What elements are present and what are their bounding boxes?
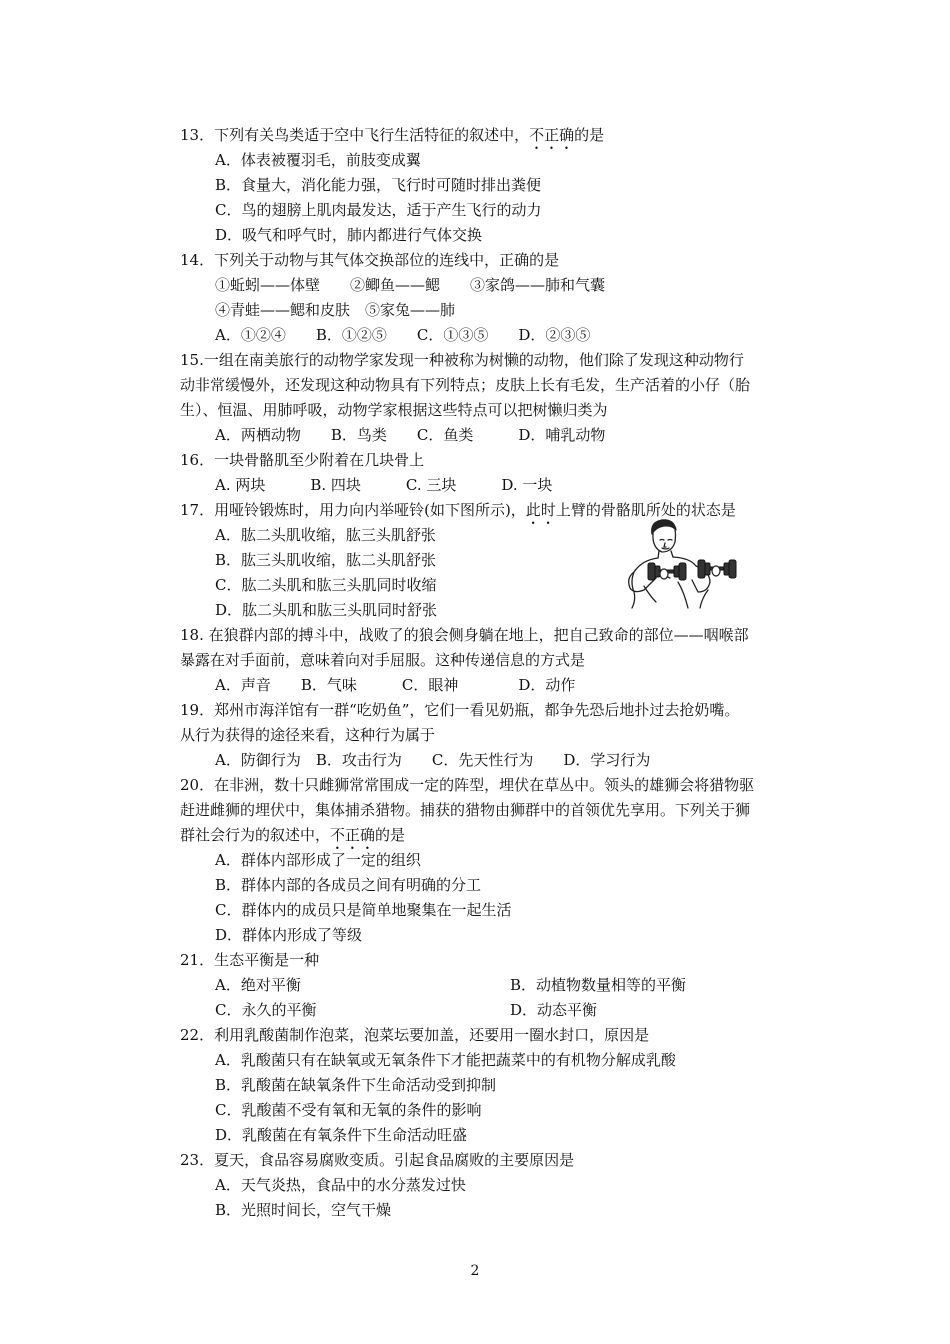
question-21-option-c: C．永久的平衡 [215, 1001, 317, 1019]
stem-text: 13．下列有关鸟类适于空中飞行生活特征的叙述中， [180, 126, 530, 144]
question-13-option-a: A．体表被覆羽毛，前肢变成翼 [215, 151, 421, 169]
dumbbell-exercise-figure [622, 516, 742, 612]
question-23-option-b: B．光照时间长，空气干燥 [215, 1201, 392, 1219]
question-13-option-d: D．吸气和呼气时，肺内都进行气体交换 [215, 226, 483, 244]
question-16-stem: 16．一块骨骼肌至少附着在几块骨上 [180, 451, 425, 469]
question-17-option-d: D．肱二头肌和肱三头肌同时舒张 [215, 601, 438, 619]
question-17-option-b: B．肱三头肌收缩，肱二头肌舒张 [215, 551, 437, 569]
emphasis-text: 此时 [525, 501, 556, 519]
question-20-option-c: C．群体内的成员只是简单地聚集在一起生活 [215, 901, 512, 919]
question-14-pairs-2: ④青蛙——鳃和皮肤 ⑤家兔——肺 [215, 301, 456, 319]
question-20-line-2: 赶进雌狮的埋伏中，集体捕杀猎物。捕获的猎物由狮群中的首领优先享用。下列关于狮 [180, 801, 751, 819]
question-17-option-c: C．肱二头肌和肱三头肌同时收缩 [215, 576, 437, 594]
question-14-pairs-1: ①蚯蚓——体壁 ②鲫鱼——鳃 ③家鸽——肺和气囊 [215, 276, 606, 294]
question-23-stem: 23．夏天，食品容易腐败变质。引起食品腐败的主要原因是 [180, 1151, 575, 1169]
question-18-line-1: 18. 在狼群内部的搏斗中，战败了的狼会侧身躺在地上，把自己致命的部位——咽喉部 [180, 626, 749, 644]
stem-text: 上臂的骨骼肌所处的状态是 [555, 501, 736, 519]
question-22-option-a: A．乳酸菌只有在缺氧或无氧条件下才能把蔬菜中的有机物分解成乳酸 [215, 1051, 676, 1069]
question-15-line-2: 动非常缓慢外，还发现这种动物具有下列特点；皮肤上长有毛发，生产活着的小仔（胎 [180, 376, 751, 394]
question-20-option-a: A．群体内部形成了一定的组织 [215, 851, 421, 869]
question-20-option-b: B．群体内部的各成员之间有明确的分工 [215, 876, 482, 894]
question-18-options: A．声音 B．气味 C．眼神 D．动作 [215, 676, 576, 694]
question-22-stem: 22．利用乳酸菌制作泡菜，泡菜坛要加盖，还要用一圈水封口，原因是 [180, 1026, 650, 1044]
question-13-option-b: B．食量大，消化能力强，飞行时可随时排出粪便 [215, 176, 542, 194]
question-20-option-d: D．群体内形成了等级 [215, 926, 363, 944]
question-19-line-1: 19．郑州市海洋馆有一群“吃奶鱼”，它们一看见奶瓶，都争先恐后地扑过去抢奶嘴。 [180, 701, 740, 719]
emphasis-text: 不正确 [529, 126, 575, 144]
question-22-option-c: C．乳酸菌不受有氧和无氧的条件的影响 [215, 1101, 482, 1119]
stem-text: 的是 [574, 126, 605, 144]
question-22-option-d: D．乳酸菌在有氧条件下生命活动旺盛 [215, 1126, 468, 1144]
question-15-line-3: 生）、恒温、用肺呼吸，动物学家根据这些特点可以把树懒归类为 [180, 401, 608, 419]
question-14-options: A．①②④ B．①②⑤ C．①③⑤ D．②③⑤ [215, 326, 591, 344]
question-17-option-a: A．肱二头肌收缩，肱三头肌舒张 [215, 526, 436, 544]
question-15-line-1: 15.一组在南美旅行的动物学家发现一种被称为树懒的动物，他们除了发现这种动物行 [180, 351, 744, 369]
question-21-option-d: D．动态平衡 [510, 1001, 598, 1019]
stem-text: 群社会行为的叙述中， [180, 826, 331, 844]
question-13-option-c: C．鸟的翅膀上肌肉最发达，适于产生飞行的动力 [215, 201, 542, 219]
question-19-line-2: 从行为获得的途径来看，这种行为属于 [180, 726, 436, 744]
question-21-stem: 21．生态平衡是一种 [180, 951, 320, 969]
question-20-line-3 [180, 825, 405, 853]
stem-text: 17．用哑铃锻炼时，用力向内举哑铃(如下图所示)， [180, 501, 526, 519]
question-20-line-1: 20．在非洲，数十只雌狮常常围成一定的阵型，埋伏在草丛中。领头的雄狮会将猎物驱 [180, 776, 755, 794]
question-23-option-a: A．天气炎热，食品中的水分蒸发过快 [215, 1176, 466, 1194]
question-18-line-2: 暴露在对手面前，意味着向对手屈服。这种传递信息的方式是 [180, 651, 586, 669]
question-21-option-b: B．动植物数量相等的平衡 [510, 976, 687, 994]
question-16-options: A. 两块 B. 四块 C. 三块 D. 一块 [215, 476, 553, 494]
question-13-stem [180, 125, 604, 153]
question-22-option-b: B．乳酸菌在缺氧条件下生命活动受到抑制 [215, 1076, 497, 1094]
question-19-options: A．防御行为 B．攻击行为 C．先天性行为 D．学习行为 [215, 751, 651, 769]
question-21-option-a: A．绝对平衡 [215, 976, 301, 994]
question-15-options: A．两栖动物 B．鸟类 C．鱼类 D．哺乳动物 [215, 426, 606, 444]
page-number: 2 [470, 1263, 480, 1279]
stem-text: 的是 [375, 826, 406, 844]
emphasis-text: 不正确 [330, 826, 376, 844]
question-14-stem: 14．下列关于动物与其气体交换部位的连线中，正确的是 [180, 251, 560, 269]
